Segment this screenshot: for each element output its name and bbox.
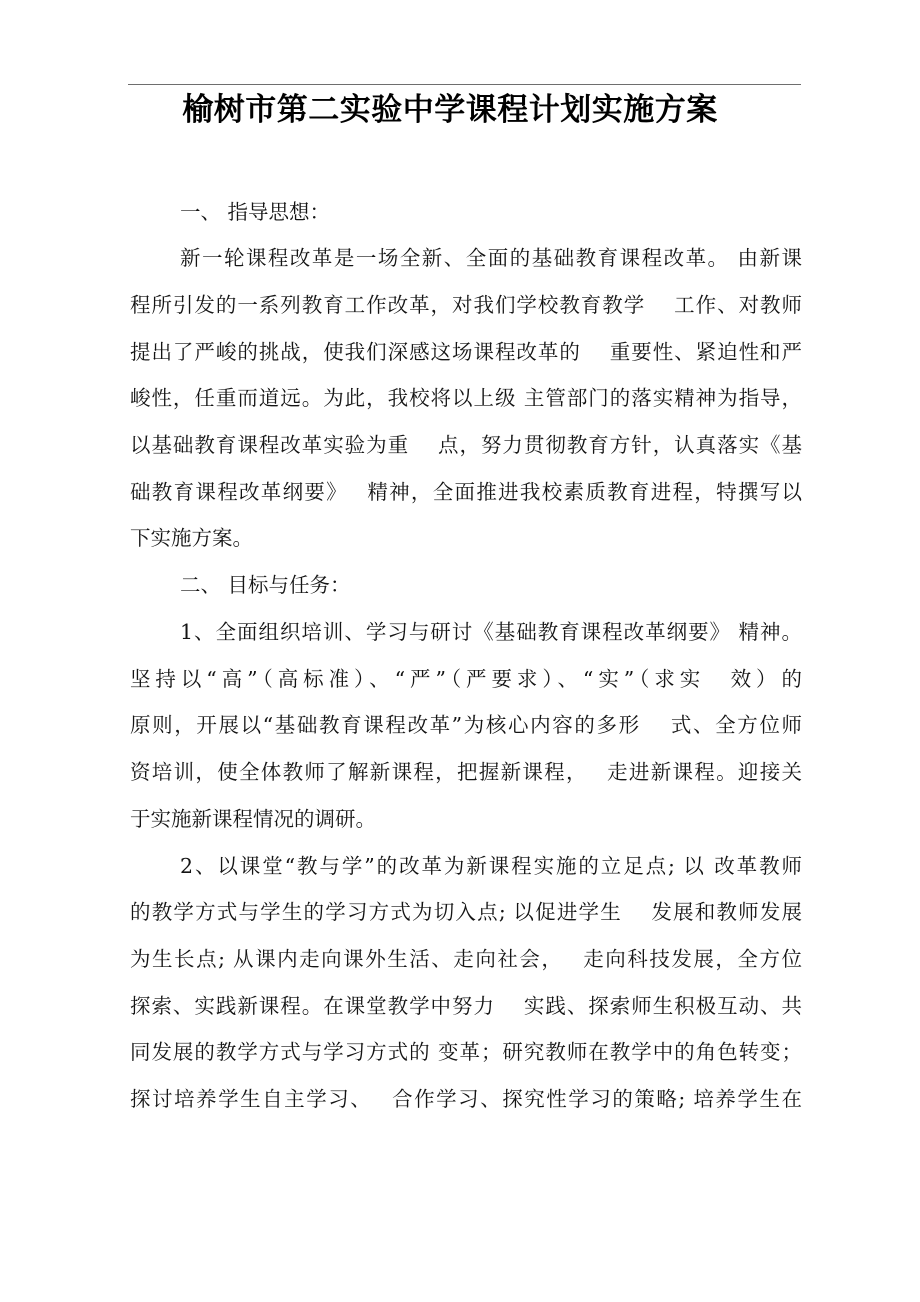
paragraph-line: 于实施新课程情况的调研。	[130, 807, 376, 831]
paragraph-line: 1、全面组织培训、学习与研讨《基础教育课程改革纲要》 精神。	[180, 620, 802, 644]
paragraph-line: 坚持以“高”（高标准）、“严”（严要求）、“实”（求实 效）的	[130, 667, 802, 691]
paragraph-line: 的教学方式与学生的学习方式为切入点; 以促进学生 发展和教师发展	[130, 900, 802, 924]
paragraph-line: 础教育课程改革纲要》 精神，全面推进我校素质教育进程，特撰写以	[130, 480, 802, 504]
paragraph-line: 峻性，任重而道远。为此，我校将以上级 主管部门的落实精神为指导，	[130, 386, 802, 410]
paragraph-line: 探讨培养学生自主学习、 合作学习、探究性学习的策略; 培养学生在	[130, 1087, 802, 1111]
paragraph-line: 原则，开展以“基础教育课程改革”为核心内容的多形 式、全方位师	[130, 713, 802, 737]
paragraph-line: 下实施方案。	[130, 526, 253, 550]
paragraph-line: 为生长点; 从课内走向课外生活、走向社会， 走向科技发展，全方位	[130, 947, 802, 971]
paragraph-line: 提出了严峻的挑战，使我们深感这场课程改革的 重要性、紧迫性和严	[130, 340, 802, 364]
paragraph-line: 2、以课堂“教与学”的改革为新课程实施的立足点; 以 改革教师	[180, 854, 802, 878]
paragraph-line: 同发展的教学方式与学习方式的 变革；研究教师在教学中的角色转变；	[130, 1040, 802, 1064]
paragraph-line: 资培训，使全体教师了解新课程，把握新课程， 走进新课程。迎接关	[130, 760, 802, 784]
document-title: 榆树市第二实验中学课程计划实施方案	[182, 92, 718, 128]
paragraph-line: 以基础教育课程改革实验为重 点，努力贯彻教育方针，认真落实《基	[130, 433, 802, 457]
paragraph-line: 一、 指导思想：	[180, 200, 331, 224]
paragraph-line: 程所引发的一系列教育工作改革，对我们学校教育教学 工作、对教师	[130, 293, 802, 317]
paragraph-line: 二、 目标与任务：	[180, 573, 351, 597]
paragraph-line: 新一轮课程改革是一场全新、全面的基础教育课程改革。 由新课	[180, 246, 802, 270]
header-rule	[128, 84, 801, 85]
paragraph-line: 探索、实践新课程。在课堂教学中努力 实践、探索师生积极互动、共	[130, 994, 802, 1018]
